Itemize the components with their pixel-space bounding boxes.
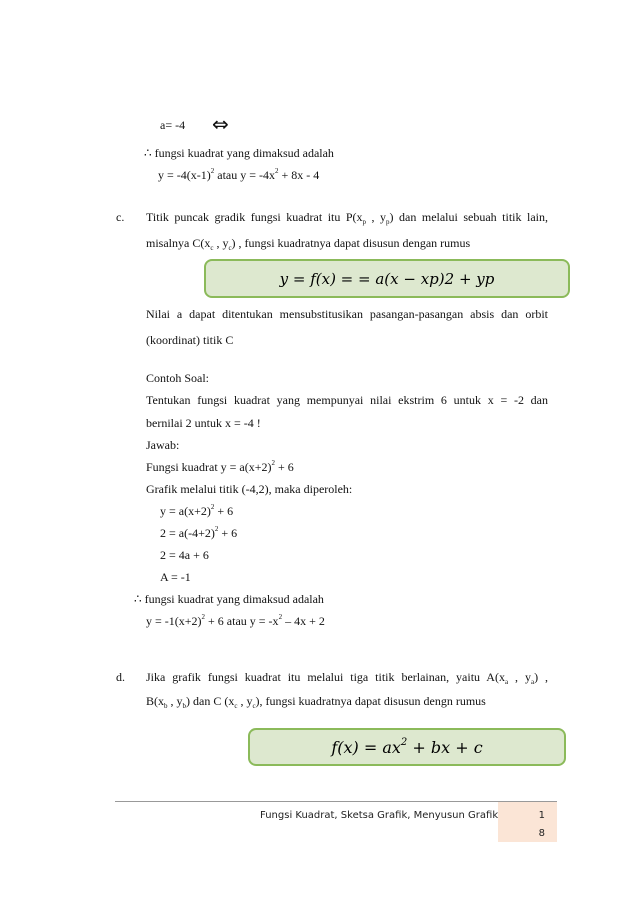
therefore-symbol: ∴ [134,592,142,606]
section-d-line-2: $B(x_b$ , $y_b$) dan C ($x_c$ , $y_c$), fungsi kuadratnya dapat disusun dengn rumus [146,694,486,710]
page-number-digit-2: 8 [538,828,545,839]
equation-result-2: $y = -1(x+2)^2 + 6$ atau $y = -x^2 - 4x + 2$ [146,613,325,628]
graph-through-point-line: Grafik melalui titik (-4,2), maka diperoleh: [146,482,353,496]
section-c-marker: c. [116,210,125,224]
conclusion-text: fungsi kuadrat yang dimaksud adalah [154,146,334,160]
section-c-line-1: Titik puncak gradik fungsi kuadrat itu $P(x_p$ , $y_p$) dan melalui sebuah titik lain, [146,210,549,226]
answer-label: Jawab: [146,438,180,452]
paragraph-a-line-2: (koordinat) titik C [146,333,234,347]
section-d-marker: d. [116,670,125,684]
step-4: A = -1 [160,570,191,584]
example-question-line-2: bernilai 2 untuk x = -4 ! [146,416,261,430]
vertex-formula-box [204,259,570,298]
page-number-digit-1: 1 [538,810,545,821]
a-value-line [160,118,185,132]
step-1: $y = a(x+2)^2 + 6$ [160,503,234,518]
section-c-line-2: misalnya $C(x_c$ , $y_c$) , fungsi kuadratnya dapat disusun dengan rumus [146,236,471,252]
double-arrow-icon: ⇔ [212,112,229,136]
example-title: Contoh Soal: [146,371,210,385]
general-formula: $f(x) = ax^2$ + bx + c [331,736,483,757]
equation-result-1: $y = -4(x-1)^2$ atau $y = -4x^2 + 8x - 4$ [158,167,320,182]
page-number [498,802,557,842]
paragraph-a-line-1: Nilai a dapat ditentukan mensubstitusikan pasangan-pasangan absis dan orbit [146,307,548,321]
a-value: a= -4 [160,118,186,132]
step-3: 2 = 4a + 6 [160,548,209,562]
footer-title: Fungsi Kuadrat, Sketsa Grafik, Menyusun Grafik [260,810,499,821]
general-formula-box [248,728,566,766]
footer-divider [115,801,557,802]
conclusion-line-1 [144,146,334,160]
conclusion-line-2: ∴ fungsi kuadrat yang dimaksud adalah [134,592,324,606]
therefore-symbol: ∴ [144,146,152,160]
section-d-line-1: Jika grafik fungsi kuadrat itu melalui tiga titik berlainan, yaitu $A(x_a$ , $y_a$) , [146,670,548,686]
step-2: $2 = a(-4+2)^2 + 6$ [160,525,238,540]
vertex-formula: y = f(x) = = a(x − xp)2 + yp [279,269,495,288]
example-question-line-1: Tentukan fungsi kuadrat yang mempunyai nilai ekstrim 6 untuk x = -2 dan [146,393,548,407]
quadratic-function-line: Fungsi kuadrat $y = a(x+2)^2 + 6$ [146,459,294,474]
